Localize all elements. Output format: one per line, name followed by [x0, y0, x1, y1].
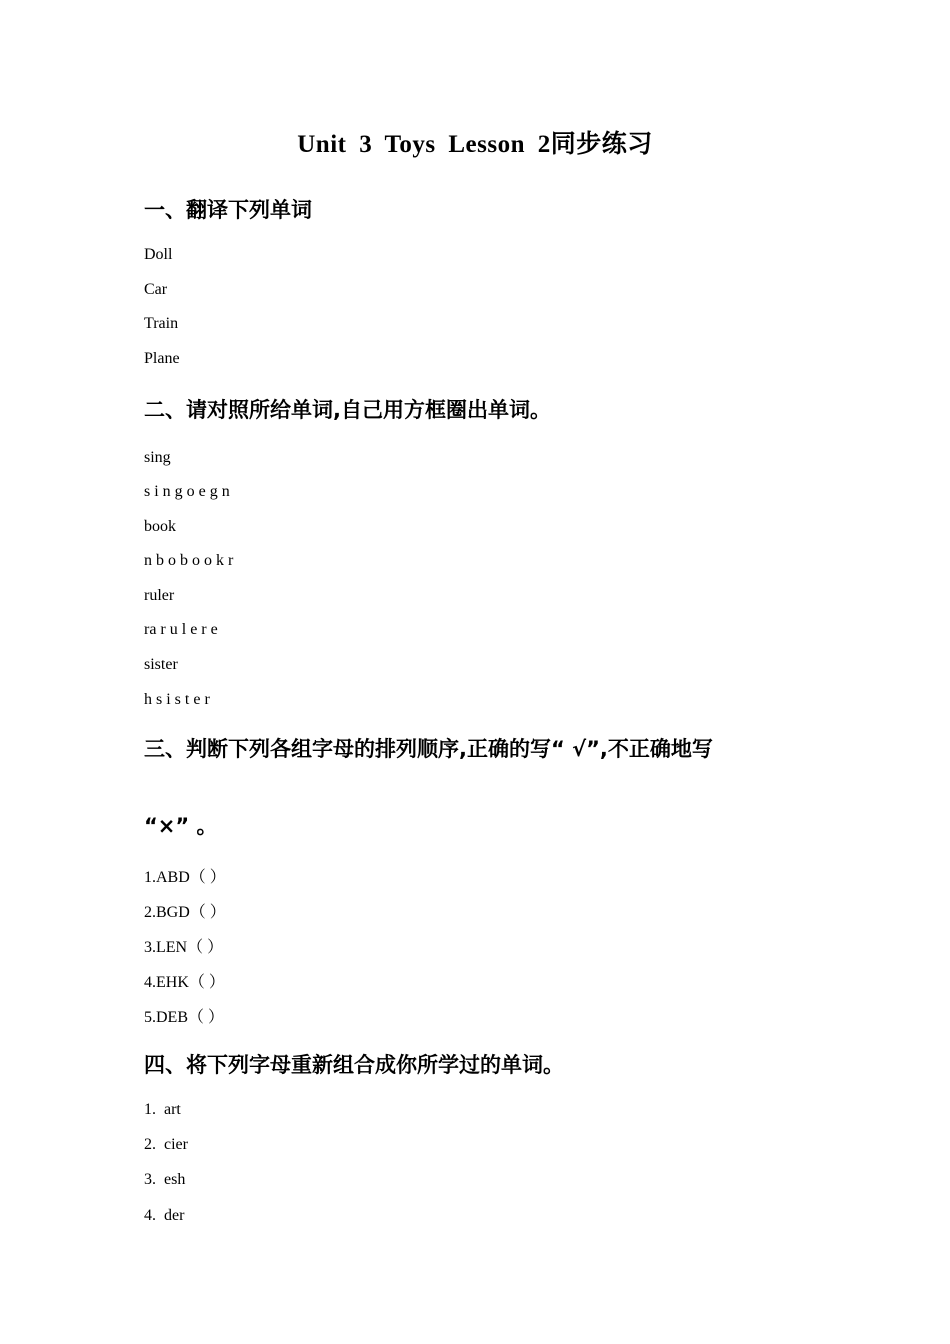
scrambled-word-item: 3. esh [144, 1171, 186, 1188]
target-word: book [144, 518, 176, 535]
letter-row: h s i s t e r [144, 691, 210, 708]
letter-order-item: 1.ABD（ ） [144, 869, 226, 886]
target-word: sister [144, 656, 178, 673]
translate-word: Doll [144, 246, 173, 263]
letter-row: s i n g o e g n [144, 483, 230, 500]
translate-word: Plane [144, 350, 180, 367]
letter-order-item: 5.DEB（ ） [144, 1009, 225, 1026]
letter-order-item: 4.EHK（ ） [144, 974, 225, 991]
section-2-heading: 二、请对照所给单词,自己用方框圈出单词。 [144, 398, 551, 422]
translate-word: Train [144, 315, 179, 332]
target-word: ruler [144, 587, 175, 604]
scrambled-word-item: 1. art [144, 1101, 181, 1118]
scrambled-word-item: 4. der [144, 1207, 185, 1224]
scrambled-word-item: 2. cier [144, 1136, 188, 1153]
letter-row: ra r u l e r e [144, 621, 218, 638]
letter-order-item: 2.BGD（ ） [144, 904, 226, 921]
page-title: Unit 3 Toys Lesson 2同步练习 [297, 131, 653, 158]
letter-row: n b o b o o k r [144, 552, 234, 569]
section-3-heading: 三、判断下列各组字母的排列顺序,正确的写“ √”,不正确地写 [144, 737, 713, 761]
section-1-heading: 一、翻译下列单词 [144, 198, 312, 222]
letter-order-item: 3.LEN（ ） [144, 939, 224, 956]
translate-word: Car [144, 281, 168, 298]
target-word: sing [144, 449, 171, 466]
section-3-heading-continued: “×” 。 [144, 814, 218, 838]
section-4-heading: 四、将下列字母重新组合成你所学过的单词。 [144, 1053, 564, 1077]
